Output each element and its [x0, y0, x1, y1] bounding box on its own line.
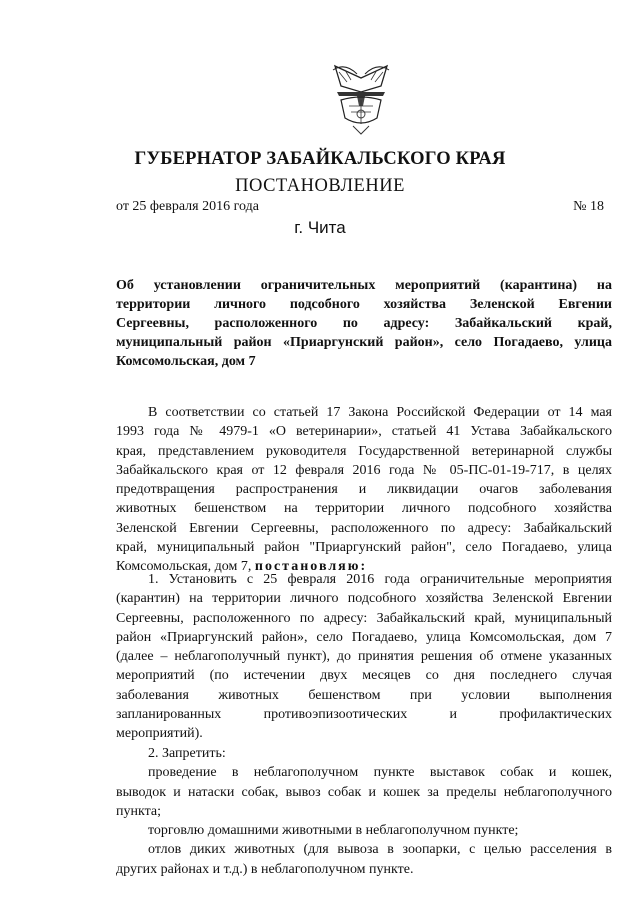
coat-of-arms-emblem — [327, 56, 395, 136]
text-line: (карантин) на территории личного подсобного хозяйства Зеленской Евгении — [116, 591, 612, 607]
title-line: муниципальный район «Приаргунский район», село Погадаево, улица — [116, 335, 612, 350]
text-line: проведение в неблагополучном пункте выставок собак и кошек, — [148, 765, 612, 781]
title-line: Комсомольская, дом 7 — [116, 354, 256, 369]
text-line: животных бешенством на территории личного подсобного хозяйства — [116, 501, 612, 517]
text-line: других районах и т.д.) в неблагополучном пункте. — [116, 861, 414, 877]
text-line: (далее – неблагополучный пункт), до принятия решения об отмене указанных — [116, 649, 612, 665]
item-1-paragraph — [116, 570, 612, 744]
text-line: Сергеевны, расположенного по адресу: Забайкальский край, муниципальный — [116, 610, 612, 626]
title-line: Об установлении ограничительных мероприятий (карантина) на — [116, 278, 612, 293]
decree-word: постановляю: — [254, 559, 368, 575]
text-line: пункта; — [116, 803, 161, 819]
text-line: 1. Установить с 25 февраля 2016 года ограничительные мероприятия — [148, 572, 612, 587]
text-line: район «Приаргунский район», село Погадаево, улица Комсомольская, дом 7 — [116, 629, 612, 645]
text-line: предотвращения распространения и ликвидации очагов заболевания — [116, 482, 612, 498]
text-line: выводок и натаски собак, вывоз собак и кошек за пределы неблагополучного — [116, 784, 612, 800]
text-line: торговлю домашними животными в неблагополучном пункте; — [148, 823, 519, 839]
document-title — [116, 276, 612, 371]
item-2-section — [116, 744, 612, 879]
text-line: края, представлением руководителя Государственной ветеринарной службы — [116, 443, 612, 459]
title-line: территории личного подсобного хозяйства Зеленской Евгении — [116, 297, 612, 312]
authority-heading: ГУБЕРНАТОР ЗАБАЙКАЛЬСКОГО КРАЯ — [134, 149, 506, 169]
item-2-heading: 2. Запретить: — [148, 746, 226, 761]
text-line: Зеленской Евгении Сергеевны, расположенного по адресу: Забайкальский — [116, 520, 612, 536]
document-city: г. Чита — [294, 218, 346, 237]
text-line: Забайкальского края от 12 февраля 2016 года № 05-ПС-01-19-717, в целях — [116, 462, 612, 478]
doc-type-heading: ПОСТАНОВЛЕНИЕ — [235, 176, 405, 196]
text-line: В соответствии со статьей 17 Закона Российской Федерации от 14 мая — [148, 405, 612, 420]
text-line: отлов диких животных (для вывоза в зоопарки, с целью расселения в — [148, 842, 612, 858]
text-line: мероприятий (по истечении двух месяцев со дня последнего случая — [116, 668, 612, 684]
preamble-paragraph — [116, 403, 612, 577]
document-date: от 25 февраля 2016 года — [116, 199, 259, 214]
text-line: 1993 года № 4979-1 «О ветеринарии», статьей 41 Устава Забайкальского — [116, 424, 612, 440]
text-line: мероприятий). — [116, 726, 203, 742]
text-line: заболевания животных бешенством при условии выполнения — [116, 687, 612, 703]
title-line: Сергеевны, расположенного по адресу: Забайкальский край, — [116, 316, 612, 331]
text-line: запланированных противоэпизоотических и профилактических — [116, 707, 612, 723]
text-line: край, муниципальный район "Приаргунский район", село Погадаево, улица — [116, 540, 612, 556]
preamble-last-line: Комсомольская, дом 7, — [116, 559, 252, 575]
document-number: № 18 — [573, 199, 604, 214]
